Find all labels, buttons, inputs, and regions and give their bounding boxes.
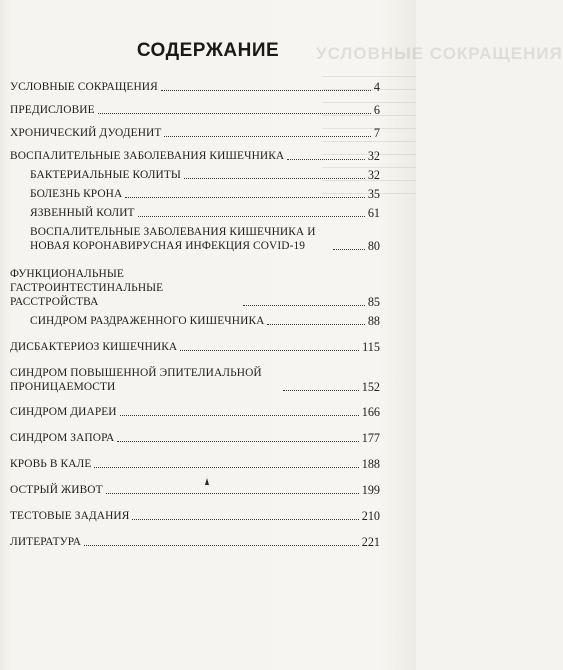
toc-subentry[interactable] [30,168,380,182]
toc-page-number: 166 [361,405,380,419]
toc-entry-title: ФУНКЦИОНАЛЬНЫЕ ГАСТРОИНТЕСТИНАЛЬНЫЕ РАССТРОЙСТВА [10,268,164,308]
bleed-through-line [322,76,416,77]
dot-leader [164,136,370,137]
toc-entry-title: ТЕСТОВЫЕ ЗАДАНИЯ [10,510,130,522]
toc-entry[interactable] [10,431,380,445]
toc-entry-title: ВОСПАЛИТЕЛЬНЫЕ ЗАБОЛЕВАНИЯ КИШЕЧНИКА [10,150,285,162]
toc-entry-title: СИНДРОМ ЗАПОРА [10,432,115,444]
toc-entry-title: БОЛЕЗНЬ КРОНА [30,188,123,200]
toc-page-number: 61 [367,206,380,220]
toc-subentry[interactable] [30,206,380,220]
dot-leader [180,350,359,351]
dot-leader [161,90,371,91]
toc-page-number: 35 [367,187,380,201]
dot-leader [106,493,359,494]
toc-entry[interactable] [10,509,380,523]
toc-entry[interactable] [10,366,380,394]
bleed-through-title: УСЛОВНЫЕ СОКРАЩЕНИЯ [316,44,563,63]
toc-entry[interactable] [10,80,380,94]
toc-entry[interactable] [10,267,380,309]
page-title: СОДЕРЖАНИЕ [136,40,280,61]
dot-leader [138,216,365,217]
toc-page-number: 188 [361,457,380,471]
toc-entry-title: ДИСБАКТЕРИОЗ КИШЕЧНИКА [10,341,178,353]
toc-entry-title: УСЛОВНЫЕ СОКРАЩЕНИЯ [10,81,158,93]
toc-entry[interactable] [10,149,380,163]
dot-leader [120,415,359,416]
toc-page-number: 85 [367,295,380,309]
toc-page-number: 152 [361,380,380,394]
toc-entry-title: ЯЗВЕННЫЙ КОЛИТ [30,207,135,219]
toc-page-number: 80 [367,239,380,253]
table-of-contents [10,80,380,549]
toc-entry[interactable] [10,535,380,549]
dot-leader [267,324,364,325]
toc-entry-title: СИНДРОМ ДИАРЕИ [10,406,117,418]
toc-entry-title: ПРЕДИСЛОВИЕ [10,104,95,116]
toc-entry-title: ХРОНИЧЕСКИЙ ДУОДЕНИТ [10,127,162,139]
toc-entry[interactable] [10,405,380,419]
toc-entry[interactable] [10,126,380,140]
dot-leader [117,441,358,442]
dot-leader [132,519,358,520]
toc-entry-title: ОСТРЫЙ ЖИВОТ [10,484,103,496]
dot-leader [184,178,365,179]
toc-entry-title: СИНДРОМ ПОВЫШЕННОЙ ЭПИТЕЛИАЛЬНОЙ ПРОНИЦАЕМОСТИ [10,367,262,393]
toc-entry-title: ЛИТЕРАТУРА [10,536,82,548]
dot-leader [333,249,365,250]
dot-leader [283,390,359,391]
dot-leader [287,159,365,160]
toc-subentry[interactable] [30,314,380,328]
toc-page-number: 210 [361,509,380,523]
toc-page-number: 177 [361,431,380,445]
toc-page-number: 7 [373,126,380,140]
toc-page-number: 199 [361,483,380,497]
toc-page-number: 32 [367,168,380,182]
toc-page-number: 221 [361,535,380,549]
dot-leader [84,545,359,546]
dot-leader [98,113,371,114]
toc-entry-title: ВОСПАЛИТЕЛЬНЫЕ ЗАБОЛЕВАНИЯ КИШЕЧНИКА И НОВАЯ КОРОНАВИРУСНАЯ ИНФЕКЦИЯ COVID-19 [30,226,316,252]
toc-entry[interactable] [10,457,380,471]
toc-page-number: 4 [373,80,380,94]
dot-leader [243,305,365,306]
toc-subentry[interactable] [30,187,380,201]
toc-entry-title: КРОВЬ В КАЛЕ [10,458,92,470]
toc-page-number: 32 [367,149,380,163]
dot-leader [125,197,364,198]
bookmark-mark [205,478,209,485]
toc-entry-title: БАКТЕРИАЛЬНЫЕ КОЛИТЫ [30,169,181,181]
toc-page-number: 88 [367,314,380,328]
toc-page-number: 115 [362,340,380,354]
toc-entry[interactable] [10,103,380,117]
toc-entry[interactable] [10,340,380,354]
dot-leader [94,467,358,468]
toc-entry-title: СИНДРОМ РАЗДРАЖЕННОГО КИШЕЧНИКА [30,315,265,327]
toc-subentry[interactable] [30,225,380,253]
toc-entry[interactable] [10,483,380,497]
toc-page-number: 6 [373,103,380,117]
